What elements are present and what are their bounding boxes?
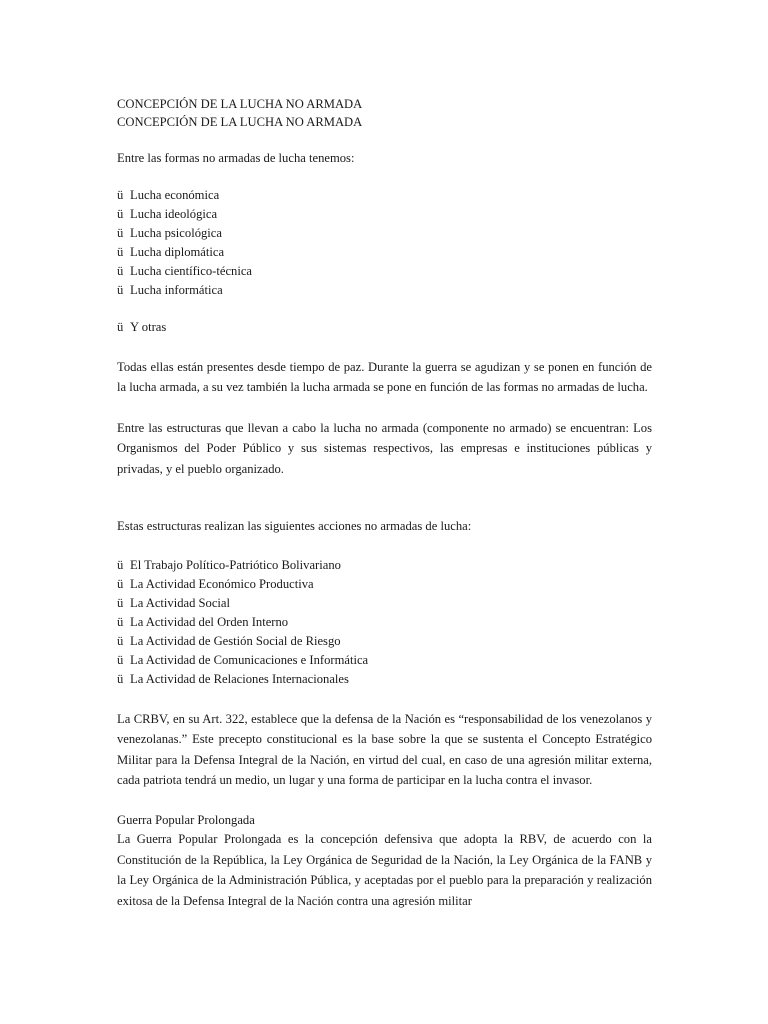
list-item: ü El Trabajo Político-Patriótico Bolivariano bbox=[117, 556, 652, 575]
document-title-repeat: CONCEPCIÓN DE LA LUCHA NO ARMADA bbox=[117, 115, 363, 129]
intro-text: Entre las formas no armadas de lucha tenemos: bbox=[117, 151, 355, 165]
check-bullet-icon: ü bbox=[117, 671, 124, 686]
check-bullet-icon: ü bbox=[117, 652, 124, 667]
paragraph-1: Todas ellas están presentes desde tiempo de paz. Durante la guerra se agudizan y se ponen en función de la lucha armada, a su vez también la lucha armada se pone en función de las formas no armadas de lucha. bbox=[117, 359, 652, 394]
list-item: ü La Actividad Social bbox=[117, 594, 652, 613]
check-bullet-icon: ü bbox=[117, 263, 124, 278]
list-item: ü La Actividad Económico Productiva bbox=[117, 575, 652, 594]
document-body bbox=[117, 95, 652, 911]
check-bullet-icon: ü bbox=[117, 576, 124, 591]
list-item: ü Y otras bbox=[117, 318, 652, 337]
check-bullet-icon: ü bbox=[117, 244, 124, 259]
check-bullet-icon: ü bbox=[117, 319, 124, 334]
list-item: ü Lucha psicológica bbox=[117, 224, 652, 243]
document-title: CONCEPCIÓN DE LA LUCHA NO ARMADA bbox=[117, 97, 363, 111]
paragraph-2: Entre las estructuras que llevan a cabo la lucha no armada (componente no armado) se encuentran: Los Organismos del Poder Público y sus sistemas respectivos, las empresas e instituciones públicas y privadas, y el pueblo organizado. bbox=[117, 420, 652, 476]
check-bullet-icon: ü bbox=[117, 633, 124, 648]
check-bullet-icon: ü bbox=[117, 614, 124, 629]
section-heading: Guerra Popular Prolongada bbox=[117, 812, 255, 827]
list-item: ü La Actividad del Orden Interno bbox=[117, 613, 652, 632]
check-bullet-icon: ü bbox=[117, 225, 124, 240]
forms-list bbox=[117, 186, 652, 300]
list-item: ü Lucha económica bbox=[117, 186, 652, 205]
list-item: ü Lucha científico-técnica bbox=[117, 262, 652, 281]
check-bullet-icon: ü bbox=[117, 187, 124, 202]
list-item: ü Lucha ideológica bbox=[117, 205, 652, 224]
paragraph-4: La Guerra Popular Prolongada es la concepción defensiva que adopta la RBV, de acuerdo con la Constitución de la República, la Ley Orgánica de Seguridad de la Nación, la Ley Orgánica de la FANB y la Ley Orgánica de la Administración Pública, y aceptadas por el pueblo para la preparación y realización exitosa de la Defensa Integral de la Nación contra una agresión militar bbox=[117, 832, 652, 908]
forms-list-extra bbox=[117, 318, 652, 337]
check-bullet-icon: ü bbox=[117, 282, 124, 297]
check-bullet-icon: ü bbox=[117, 206, 124, 221]
list-item: ü Lucha diplomática bbox=[117, 243, 652, 262]
intro-text-2: Estas estructuras realizan las siguientes acciones no armadas de lucha: bbox=[117, 519, 472, 533]
list-item: ü La Actividad de Gestión Social de Riesgo bbox=[117, 632, 652, 651]
actions-list bbox=[117, 556, 652, 689]
check-bullet-icon: ü bbox=[117, 595, 124, 610]
check-bullet-icon: ü bbox=[117, 557, 124, 572]
list-item: ü La Actividad de Relaciones Internacionales bbox=[117, 670, 652, 689]
list-item: ü La Actividad de Comunicaciones e Informática bbox=[117, 651, 652, 670]
paragraph-3: La CRBV, en su Art. 322, establece que la defensa de la Nación es “responsabilidad de los venezolanos y venezolanas.” Este precepto constitucional es la base sobre la que se sustenta el Concepto Estratégico Militar para la Defensa Integral de la Nación, en virtud del cual, en caso de una agresión militar externa, cada patriota tendrá un medio, un lugar y una forma de participar en la lucha contra el invasor. bbox=[117, 711, 652, 787]
list-item: ü Lucha informática bbox=[117, 281, 652, 300]
